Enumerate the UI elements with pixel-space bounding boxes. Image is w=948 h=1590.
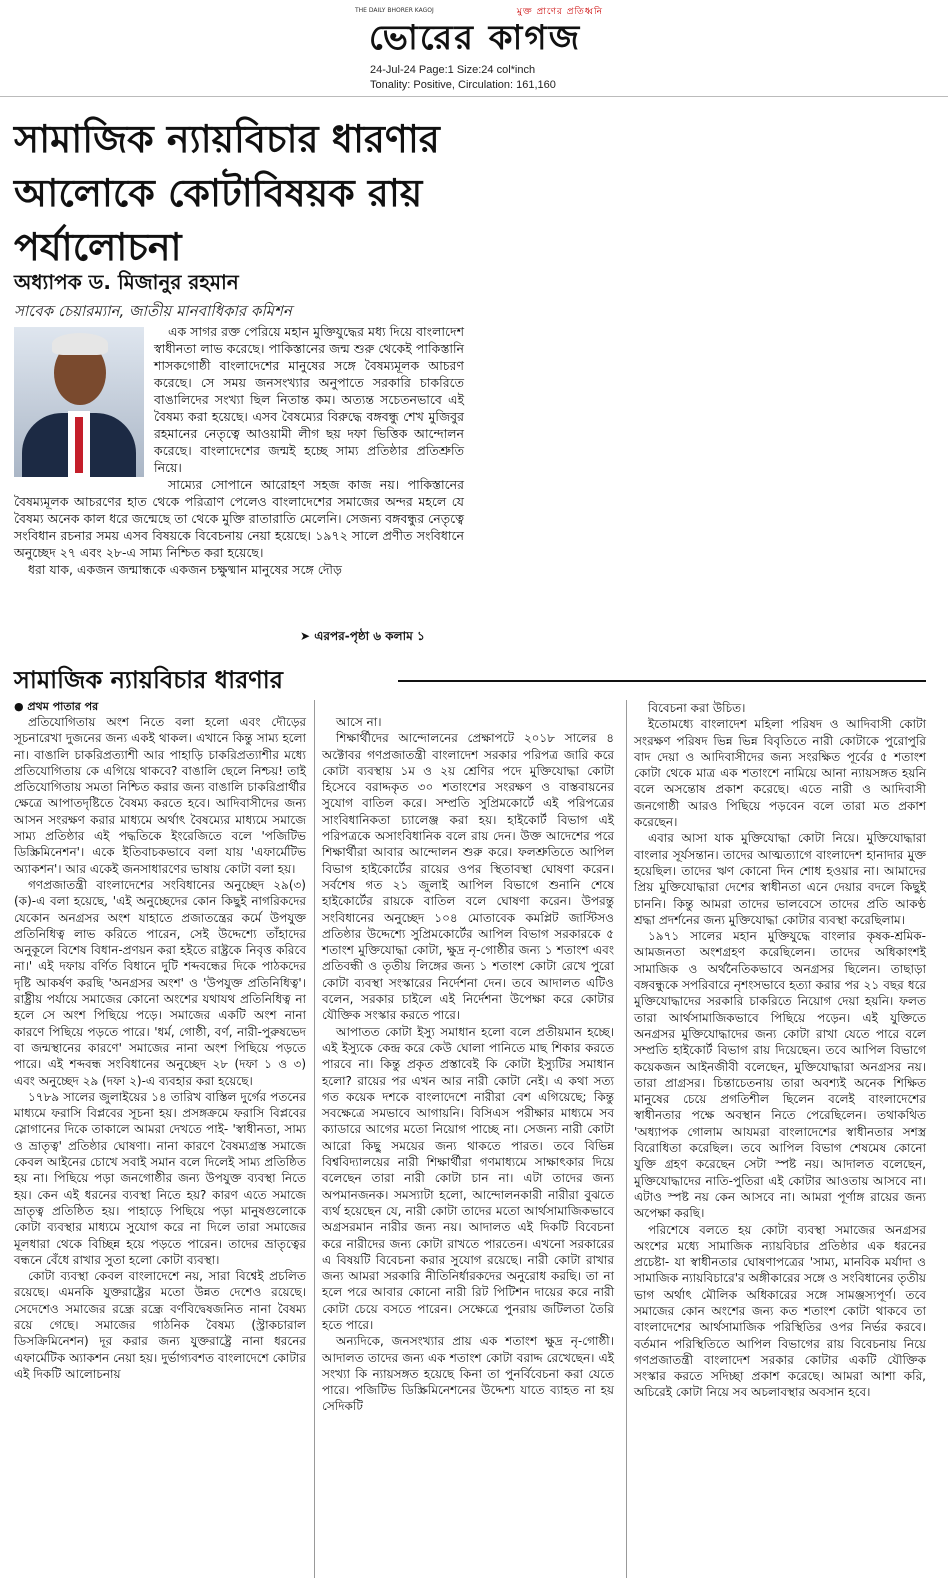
author-photo	[14, 327, 144, 477]
newspaper-logo: ভোরের কাগজ	[368, 18, 582, 58]
paragraph: শিক্ষার্থীদের আন্দোলনের প্রেক্ষাপটে ২০১৮ সালের ৪ অক্টোবর গণপ্রজাতন্ত্রী বাংলাদেশ সরকার পরিপত্র জারি করে কোটা ব্যবস্থায় ১ম ও ২য় শ্রেণির পদে মুক্তিযোদ্ধা কোটা হিসেবে বরাদ্দকৃত ৩০ শতাংশের সংরক্ষণ ও বাস্তবায়নের সুযোগ বাতিল করে। সম্প্রতি সুপ্রিমকোর্টে এই পরিপত্রের সাংবিধানিকতা চ্যালেঞ্জ করা হয়। হাইকোর্ট বিভাগ এই পরিপত্রকে অসাংবিধানিক বলে রায় দেন। উক্ত আদেশের পরে শিক্ষার্থীরা আবার আন্দোলন শুরু করে। ফলশ্রুতিতে আপিল বিভাগ হাইকোর্টের রায়ের ওপর স্থিতাবস্থা ঘোষণা করেন। সর্বশেষ গত ২১ জুলাই আপিল বিভাগে শুনানি শেষে হাইকোর্টের রায়কে বাতিল বলে ঘোষণা করেন। উপরন্তু সংবিধানের অনুচ্ছেদ ১০৪ মোতাবেক কমপ্লিট জাস্টিসও প্রতিষ্ঠার উদ্দেশ্যে সুপ্রিমকোর্টের আপিল বিভাগ সরকারকে ৫ শতাংশ মুক্তিযোদ্ধা কোটা, ক্ষুদ্র নৃ-গোষ্ঠীর জন্য ১ শতাংশ এবং প্রতিবন্ধী ও তৃতীয় লিঙ্গের জন্য ১ শতাংশ কোটা রেখে পুরো কোটা ব্যবস্থা সংস্কারের নির্দেশনা দেন। তবে আদালত এটিও বলেন, সরকার চাইলে এই নির্দেশনা উপেক্ষা করে কোটার যৌক্তিক সংস্কার করতে পারে।	[322, 731, 614, 1023]
lead-paragraph: ধরা যাক, একজন জন্মান্ধকে একজন চক্ষুষ্মান মানুষের সঙ্গে দৌড়	[28, 562, 342, 577]
clipping-meta-tonality: Tonality: Positive, Circulation: 161,160	[370, 79, 556, 91]
text-column-3	[634, 700, 926, 1401]
text-column-2	[322, 714, 614, 1415]
author-role: সাবেক চেয়ারম্যান, জাতীয় মানবাধিকার কমিশন	[14, 302, 292, 320]
masthead	[0, 0, 948, 95]
clipping-meta-date: 24-Jul-24 Page:1 Size:24 col*inch	[370, 64, 536, 76]
continuation-headline: সামাজিক ন্যায়বিচার ধারণার	[14, 665, 283, 694]
continuation-rule	[398, 680, 926, 682]
paragraph: আসে না।	[336, 715, 382, 729]
lead-paragraph: এক সাগর রক্ত পেরিয়ে মহান মুক্তিযুদ্ধের মধ্য দিয়ে বাংলাদেশ স্বাধীনতা লাভ করেছে। পাকিস্তানের জন্ম শুরু থেকেই পাকিস্তানি শাসকগোষ্ঠী বাংলাদেশের মানুষের সঙ্গে বৈষম্যমূলক আচরণ করেছে। সে সময় জনসংখ্যার অনুপাতে সরকারি চাকরিতে বাঙালিদের সংখ্যা ছিল নিতান্ত কম। অত্যন্ত সচেতনভাবে এই বৈষম্য করা হয়েছে। এসব বৈষম্যের বিরুদ্ধে বঙ্গবন্ধু শেখ মুজিবুর রহমানের নেতৃত্বে আওয়ামী লীগ ছয় দফা ভিত্তিক আন্দোলন করেছে। বাংলাদেশের জন্মই হচ্ছে সাম্য প্রতিষ্ঠার প্রতিশ্রুতি নিয়ে।	[154, 324, 464, 475]
masthead-divider	[0, 96, 948, 97]
paragraph: বিবেচনা করা উচিত।	[648, 701, 746, 715]
text-column-1	[14, 714, 306, 1382]
paragraph: ইতোমধ্যে বাংলাদেশ মহিলা পরিষদ ও আদিবাসী কোটা সংরক্ষণ পরিষদ ভিন্ন ভিন্ন বিবৃতিতে নারী কোটাকে পুরোপুরি বাদ দেয়া ও আদিবাসীদের জন্য সংরক্ষিত পূর্বের ৫ শতাংশ কোটা থেকে মাত্র এক শতাংশে নামিয়ে আনা ন্যায়সঙ্গত হয়নি বলে অসন্তোষ প্রকাশ করেছে। এতে নারী ও আদিবাসী জনগোষ্ঠী আরও পিছিয়ে পড়বেন বলে তারা মত প্রকাশ করেছেন।	[634, 717, 926, 830]
paragraph: আপাতত কোটা ইস্যু সমাধান হলো বলে প্রতীয়মান হচ্ছে। এই ইস্যুকে কেন্দ্র করে কেউ ঘোলা পানিতে মাছ শিকার করতে পারবে না। কিন্তু প্রকৃত প্রস্তাবেই কি কোটা ইস্যুটির সমাধান হলো? রায়ের পর এখন আর নারী কোটা নেই। এ কথা সত্য গত কয়েক দশকে বাংলাদেশে নারীরা বেশ এগিয়েছে; কিন্তু সবক্ষেত্রে সমভাবে আগায়নি। বিসিএস পরীক্ষার মাধ্যমে সব ক্যাডারে আগের মতো নিয়োগ পাচ্ছে না। সেজন্য নারী কোটা আরো কিছু সময়ের জন্য থাকতে পারত। তবে বিভিন্ন বিশ্ববিদ্যালয়ের নারী শিক্ষার্থীরা গণমাধ্যমে সাক্ষাৎকার দিয়ে বলেছেন তারা নারী কোটা চান না। এটা তাদের জন্য অপমানজনক। সমস্যাটা হলো, আন্দোলনকারী নারীরা বুঝতে ব্যর্থ হয়েছেন যে, নারী কোটা তাদের মতো আর্থসামাজিকভাবে অগ্রসরমান নারীর জন্য নয়। আদালত এই দিকটি বিবেচনা করে নারীদের জন্য কোটা রাখতে পারতেন। এখনো সরকারের এ বিষয়টি বিবেচনা করার সুযোগ রয়েছে। নারী কোটা রাখার জন্য আমরা সরকারি নীতিনির্ধারকদের অনুরোধ করছি। তা না হলে পরে আবার কোনো নারী রিট পিটিশন দায়ের করে নারী কোটা চেয়ে বসতে পারেন। সেক্ষেত্রে পুনরায় জটিলতা তৈরি হতে পারে।	[322, 1024, 614, 1332]
lead-paragraph: সাম্যের সোপানে আরোহণ সহজ কাজ নয়। পাকিস্তানের বৈষম্যমূলক আচরণের হাত থেকে পরিত্রাণ পেলেও বাংলাদেশের সমাজের অন্দর মহলে যে বৈষম্য অনেক কাল ধরে জন্মেছে তা থেকে মুক্তি রাতারাতি মেলেনি। সেজন্য বঙ্গবন্ধুর নেতৃত্বে সংবিধান রচনার সময় এসব বিষয়কে বিবেচনায় নেয়া হয়েছে। ১৯৭২ সালে প্রণীত সংবিধানে অনুচ্ছেদ ২৭ এবং ২৮-এ সাম্য নিশ্চিত করা হয়েছে।	[14, 477, 464, 560]
paragraph: ১৭৮৯ সালের জুলাইয়ের ১৪ তারিখ বাস্তিল দুর্গের পতনের মাধ্যমে ফরাসি বিপ্লবের সূচনা হয়। প্রসঙ্গক্রমে ফরাসি বিপ্লবের স্লোগানের দিকে তাকালে আমরা দেখতে পাই- 'স্বাধীনতা, সাম্য ও ভ্রাতৃত্ব' প্রতিষ্ঠার ঘোষণা। নানা কারণে বৈষম্যগ্রস্ত সমাজে কেবল আইনের চোখে সবাই সমান বলে দিলেই সাম্য প্রতিষ্ঠিত হয় না। পিছিয়ে পড়া জনগোষ্ঠীর জন্য উপযুক্ত ব্যবস্থা নিতে হয়। কেন এই ধরনের ব্যবস্থা নিতে হয়? কারণ এতে সমাজে ভ্রাতৃত্ব প্রতিষ্ঠিত হয়। পাহাড়ে পিছিয়ে পড়া মানুষগুলোকে কোটা ব্যবস্থার মাধ্যমে সুযোগ করে না দিলে তারা সমাজের মূলধারা থেকে বিচ্ছিন্ন হয়ে পড়তে পারেন। তাদের ভ্রাতৃত্বের বন্ধনে বেঁধে রাখার সুতা হলো কোটা ব্যবস্থা।	[14, 1089, 306, 1267]
paragraph: গণপ্রজাতন্ত্রী বাংলাদেশের সংবিধানের অনুচ্ছেদ ২৯(৩)(ক)-এ বলা হয়েছে, 'এই অনুচ্ছেদের কোন কিছুই নাগরিকদের যেকোন অনগ্রসর অংশ যাহাতে প্রজাতন্ত্রের কর্মে উপযুক্ত প্রতিনিধিত্ব লাভ করিতে পারেন, সেই উদ্দেশ্যে তাঁহাদের অনুকূলে বিশেষ বিধান-প্রণয়ন করা হইতে রাষ্ট্রকে নিবৃত্ত করিবে না।' এই দফায় বর্ণিত বিধানে দুটি শব্দবন্ধের দিকে পাঠকদের দৃষ্টি আকর্ষণ করছি 'অনগ্রসর অংশ' ও 'উপযুক্ত প্রতিনিধিত্ব'। রাষ্ট্রীয় পর্যায়ে সমাজের কোনো অংশের যথাযথ প্রতিনিধিত্ব না হলে সে অংশ পিছিয়ে পড়ে। সমাজের একটি অংশ নানা কারণে পিছিয়ে পড়তে পারে। 'ধর্ম, গোষ্ঠী, বর্ণ, নারী-পুরুষভেদ বা জন্মস্থানের কারণে' সমাজের নানা অংশ পিছিয়ে পড়তে পারে। এই শব্দবন্ধ সংবিধানের অনুচ্ছেদ ২৮ (দফা ১ ও ৩) এবং অনুচ্ছেদ ২৯ (দফা ২)-এ ব্যবহার করা হয়েছে।	[14, 877, 306, 1088]
paragraph: ১৯৭১ সালের মহান মুক্তিযুদ্ধে বাংলার কৃষক-শ্রমিক-আমজনতা অংশগ্রহণ করেছিলেন। তাদের অধিকাংশই সামাজিক ও অর্থনৈতিকভাবে অনগ্রসর ছিলেন। তাছাড়া বঙ্গবন্ধুকে সপরিবারে নৃশংসভাবে হত্যা করার পর ২১ বছর ধরে মুক্তিযোদ্ধাদের সরকারি চাকরিতে নিয়োগ দেয়া হয়নি। ফলত তারা আর্থসামাজিকভাবে পিছিয়ে পড়েন। এই যুক্তিতে অনগ্রসর মুক্তিযোদ্ধাদের জন্য কোটা রাখা যেতে পারে বলে সম্প্রতি হাইকোর্ট বিভাগ রায় দিয়েছেন। তবে আপিল বিভাগে কয়েকজন আইনজীবী বলেছেন, মুক্তিযোদ্ধারা অনগ্রসর নয়। তারা প্রাগ্রসর। চিন্তাচেতনায় তারা অবশ্যই অনেক শিক্ষিত মানুষের চেয়ে প্রগতিশীল ছিলেন বলেই বাংলাদেশের স্বাধীনতার পক্ষে অবস্থান নিতে পেরেছিলেন। তথাকথিত 'অধ্যাপক গোলাম আযমরা বাংলাদেশের স্বাধীনতার সশস্ত্র বিরোধিতা করেছিল। তবে আপিল বিভাগ শেষমেষ কোনো যুক্তি গ্রহণ করেছেন সেটা স্পষ্ট নয়। আদালত বলেছেন, মুক্তিযোদ্ধাদের নাতি-পুতিরা এই কোটার আওতায় আসবে না। এটাও স্পষ্ট নয় কেন আসবে না। আমরা পূর্ণাঙ্গ রায়ের জন্য অপেক্ষা করছি।	[634, 929, 926, 1221]
article-headline: সামাজিক ন্যায়বিচার ধারণার আলোকে কোটাবিষয়ক রায় পর্যালোচনা	[14, 116, 440, 269]
paragraph: এবার আসা যাক মুক্তিযোদ্ধা কোটা নিয়ে। মুক্তিযোদ্ধারা বাংলার সূর্যসন্তান। তাদের আত্মত্যাগে বাংলাদেশ হানাদার মুক্ত হয়েছিল। তাদের ঋণ কোনো দিন শোধ হওয়ার না। আমাদের প্রিয় মুক্তিযোদ্ধারা দেশের স্বাধীনতা এনে দেয়ার বদলে কিছুই চাননি। কিন্তু আমরা তাদের ভালবেসে তাদের প্রতি আকণ্ঠ শ্রদ্ধা প্রদর্শনের জন্য মুক্তিযোদ্ধা কোটার ব্যবস্থা করেছিলাম।	[634, 831, 926, 927]
jump-reference: ➤ এরপর-পৃষ্ঠা ৬ কলাম ১	[300, 629, 425, 643]
lead-text	[14, 323, 464, 578]
author-name: অধ্যাপক ড. মিজানুর রহমান	[14, 270, 239, 294]
masthead-tagline-en: THE DAILY BHORER KAGOJ	[355, 7, 434, 14]
column-divider	[626, 700, 627, 1578]
column-divider	[314, 700, 315, 1578]
paragraph: প্রতিযোগিতায় অংশ নিতে বলা হলো এবং দৌড়ের সূচনারেখা দুজনের জন্য একই থাকল। এখানে কিন্তু সাম্য হলো না। বাঙালি চাকরিপ্রত্যাশী আর পাহাড়ি চাকরিপ্রত্যাশীর মধ্যে প্রতিযোগিতায় কে এগিয়ে থাকবে? বাঙালি ছেলে নিশ্চয়! তাই প্রতিযোগিতায় সমতা নিশ্চিত করার জন্য বাঙালি চাকরিপ্রার্থীর ক্ষেত্রে আপাতদৃষ্টিতে বৈষম্য করতে হবে। আদিবাসীদের জন্য আসন সংরক্ষণ করার মাধ্যমে অর্থাৎ বৈষম্যের মাধ্যমে সমাজে সাম্য প্রতিষ্ঠার এই পদ্ধতিকে ইংরেজিতে বলে 'পজিটিভ ডিস্ক্রিমিনেশন'। একে ইতিবাচকভাবে বলা যায় 'এফার্মেটিভ অ্যাকশন'। আর একেই জনসাধারণের ভাষায় কোটা বলা হয়।	[14, 715, 306, 876]
masthead-tagline: মুক্ত প্রাণের প্রতিধ্বনি	[516, 7, 603, 17]
paragraph: পরিশেষে বলতে হয় কোটা ব্যবস্থা সমাজের অনগ্রসর অংশের মধ্যে সামাজিক ন্যায়বিচার প্রতিষ্ঠার এক ধরনের প্রচেষ্টা- যা স্বাধীনতার ঘোষণাপত্রের 'সাম্য, মানবিক মর্যাদা ও সামাজিক ন্যায়বিচারে'র অঙ্গীকারের সঙ্গে ও সংবিধানের তৃতীয় ভাগ অর্থাৎ মৌলিক অধিকারের সঙ্গে সামঞ্জস্যপূর্ণ। তবে সমাজের কোন অংশের জন্য কত শতাংশ কোটা থাকবে তা বাংলাদেশের আর্থসামাজিক পরিস্থিতির ওপর নির্ভর করবে। বর্তমান পরিস্থিতিতে আপিল বিভাগের রায় বিবেচনায় নিয়ে গণপ্রজাতন্ত্রী বাংলাদেশ সরকার কোটার একটি যৌক্তিক সংস্কার করতে সদিচ্ছা প্রকাশ করেছে। আমরা আশা করি, অচিরেই কোটা নিয়ে সব অচলাবস্থার অবসান হবে।	[634, 1222, 926, 1400]
paragraph: অন্যদিকে, জনসংখ্যার প্রায় এক শতাংশ ক্ষুদ্র নৃ-গোষ্ঠী। আদালত তাদের জন্য এক শতাংশ কোটা বরাদ্দ রেখেছেন। এই সংখ্যা কি ন্যায়সঙ্গত হয়েছে কিনা তা পুনর্বিবেচনা করা যেতে পারে। পজিটিভ ডিস্ক্রিমিনেশনের উদ্দেশ্য যাতে ব্যাহত না হয় সেদিকটি	[322, 1334, 614, 1414]
continued-from-label: ● প্রথম পাতার পর	[14, 700, 99, 713]
paragraph: কোটা ব্যবস্থা কেবল বাংলাদেশে নয়, সারা বিশ্বেই প্রচলিত রয়েছে। এমনকি যুক্তরাষ্ট্রের মতো উন্নত দেশেও রয়েছে। সেদেশেও সমাজের রন্ধ্রে রন্ধ্রে বর্ণবিদ্বেষজনিত নানা বৈষম্য রয়ে গেছে। সমাজের গাঠনিক বৈষম্য (স্ট্রাকচারাল ডিসক্রিমিনেশন) দূর করার জন্য যুক্তরাষ্ট্রে নানা ধরনের এফার্মেটিক অ্যাকশন নেয়া হয়। দুর্ভাগ্যবশত বাংলাদেশে কোটার এই দিকটি আলোচনায়	[14, 1269, 306, 1381]
